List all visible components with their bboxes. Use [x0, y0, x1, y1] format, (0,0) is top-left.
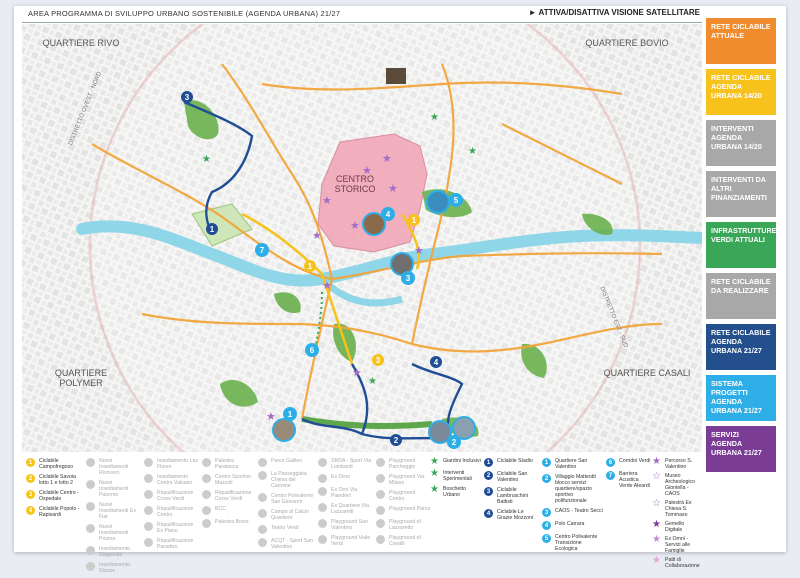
legend-item: Riqualificazione Corso Verdi	[157, 490, 194, 502]
side-legend	[706, 18, 776, 477]
svg-text:5: 5	[453, 196, 459, 205]
svg-text:★: ★	[468, 146, 477, 157]
marker-icon: 6	[606, 458, 615, 467]
svg-text:1: 1	[209, 225, 215, 234]
svg-text:★: ★	[350, 220, 360, 232]
legend-interventi-altri[interactable]: INTERVENTI DA ALTRI FINANZIAMENTI	[706, 171, 776, 217]
svg-text:1: 1	[307, 262, 313, 271]
legend-col-giardini	[430, 458, 482, 502]
legend-item: Ciclabile Lambruschini Battisti	[497, 487, 528, 505]
purple-star-icon: ☆	[652, 498, 661, 509]
legend-rete-da-realizzare[interactable]: RETE CICLABILE DA REALIZZARE	[706, 273, 776, 319]
legend-item: Insediamento Stanze	[99, 562, 131, 574]
marker-icon: 4	[542, 521, 551, 530]
green-star-icon: ★	[430, 484, 439, 495]
legend-item: Ciclabile San Valentino	[497, 471, 528, 483]
svg-text:2: 2	[451, 438, 457, 447]
legend-item: Ex Orni Via Piandieri	[331, 487, 358, 499]
green-star-icon: ★	[430, 456, 439, 467]
legend-item: Riqualificazione Ex Piano	[157, 522, 194, 534]
legend-item: Teatro Verdi	[271, 525, 299, 531]
legend-item: Ciclabile Popolo - Rapisardi	[39, 506, 80, 518]
legend-item: CAOS - Teatro Secci	[555, 508, 603, 514]
legend-item: Centro Polivalente San Giovanni	[271, 493, 314, 505]
satellite-toggle[interactable]: ► ATTIVA/DISATTIVA VISIONE SATELLITARE	[528, 8, 700, 17]
legend-item: Nuovi Insediamenti Ex Fiat	[99, 502, 136, 520]
purple-star-icon: ★	[652, 456, 661, 467]
marker-icon: 2	[484, 471, 493, 480]
legend-item: La Passeggiata Chiesa del Carmine	[271, 471, 307, 489]
legend-item: ACQT - Sport San Valentino	[271, 538, 313, 550]
map-area[interactable]	[22, 24, 702, 452]
svg-text:★: ★	[202, 154, 211, 165]
svg-text:★: ★	[312, 230, 322, 242]
purple-star-icon: ★	[652, 519, 661, 530]
marker-icon: 3	[542, 508, 551, 517]
label-quartiere-casali: QUARTIERE CASALI	[603, 368, 691, 378]
svg-text:3: 3	[375, 356, 381, 365]
marker-icon: 4	[26, 506, 35, 515]
legend-item: Interventi Sperimentali	[443, 470, 472, 482]
legend-item: Playground di Cavalli	[389, 535, 421, 547]
legend-item: Palestra Bovio	[215, 519, 249, 525]
legend-item: Ciclabile Centro - Ospedale	[39, 490, 79, 502]
legend-item: Ciclabile Savoia lotto 1 e lotto 2	[39, 474, 76, 486]
svg-text:★: ★	[322, 195, 332, 207]
svg-text:1: 1	[287, 410, 293, 419]
legend-item: Nuovi Insediamenti Palermo	[99, 480, 129, 498]
legend-item: Giardini Inclusivi	[443, 458, 481, 464]
svg-text:3: 3	[405, 274, 411, 283]
marker-icon: 1	[542, 458, 551, 467]
legend-item: Playground Via Milano	[389, 474, 425, 486]
legend-item: Insediamento Centro Valsaso	[157, 474, 193, 486]
legend-item: Museo Archeologico Giontella - CAOS	[665, 473, 695, 497]
marker-icon: 2	[26, 474, 35, 483]
legend-item: Polo Carrara	[555, 521, 585, 527]
svg-text:7: 7	[259, 246, 265, 255]
marker-icon: 1	[26, 458, 35, 467]
legend-item: Nuovi Insediamenti Prisma	[99, 524, 129, 542]
legend-item: Ex Quartiere Via Lazzaretti	[331, 503, 369, 515]
page-title: AREA PROGRAMMA DI SVILUPPO URBANO SOSTENIBILE (AGENDA URBANA) 21/27	[28, 9, 341, 18]
grey-dot-icon	[86, 562, 95, 571]
legend-item: Playground Parcheggio	[389, 458, 416, 470]
legend-item: Parco Galileo	[271, 458, 303, 464]
svg-text:2: 2	[393, 436, 399, 445]
svg-text:★: ★	[352, 367, 362, 379]
legend-item: Insediamento Las Flores	[157, 458, 198, 470]
legend-item: Nuovi Insediamenti Ricovero	[99, 458, 129, 476]
svg-text:★: ★	[266, 411, 276, 423]
legend-rete-ciclabile-2127[interactable]: RETE CICLABILE AGENDA URBANA 21/27	[706, 324, 776, 370]
svg-text:4: 4	[385, 210, 391, 219]
legend-item: Corridoi Verdi	[619, 458, 651, 464]
green-star-icon: ★	[430, 468, 439, 479]
marker-icon: 3	[26, 490, 35, 499]
legend-item: Centro Polivalente Transizione Ecologica	[555, 534, 598, 552]
svg-text:★: ★	[382, 153, 392, 165]
legend-item: Playground San Valentino	[331, 519, 368, 531]
legend-rete-ciclabile-1420[interactable]: RETE CICLABILE AGENDA URBANA 14/20	[706, 69, 776, 115]
legend-servizi-2127[interactable]: SERVIZI AGENDA URBANA 21/27	[706, 426, 776, 472]
legend-item: Playground di Lazzaretto	[389, 519, 421, 531]
legend-item: Ciclabile Stadio	[497, 458, 533, 464]
marker-icon: 2	[542, 474, 551, 483]
label-centro-storico: CENTRO STORICO	[334, 174, 376, 194]
marker-icon: 5	[542, 534, 551, 543]
legend-item: Riqualificazione Centro	[157, 506, 194, 518]
legend-item: Gemello Digitale	[665, 521, 685, 533]
purple-star-icon: ★	[652, 534, 661, 545]
marker-icon: 1	[484, 458, 493, 467]
legend-item: Ex Omni - Servizi alle Famiglie	[665, 536, 691, 554]
legend-item: Villaggio Matteotti blocco servizi quartiere/spazio sportivo polifunzionale	[555, 474, 596, 504]
legend-item: SRDA - Sport Via Lombardi	[331, 458, 371, 470]
legend-interventi-1420[interactable]: INTERVENTI AGENDA URBANA 14/20	[706, 120, 776, 166]
legend-infrastrutture-verdi[interactable]: INFRASTRUTTURE VERDI ATTUALI	[706, 222, 776, 268]
label-quartiere-polymer: QUARTIERE POLYMER	[54, 368, 108, 388]
marker-icon: 7	[606, 471, 615, 480]
svg-text:★: ★	[362, 165, 372, 177]
legend-col-progetti-2127b	[606, 458, 652, 493]
marker-icon: 3	[484, 487, 493, 496]
svg-text:4: 4	[433, 358, 439, 367]
legend-item: Ciclabile Le Grazie Mozzoni	[497, 509, 534, 521]
legend-item: Patti di Collaborazione	[665, 557, 700, 569]
legend-item: Riqualificazione Corso Verdi	[215, 490, 252, 502]
legend-sistema-progetti-2127[interactable]: SISTEMA PROGETTI AGENDA URBANA 21/27	[706, 375, 776, 421]
legend-item: Percorso S. Valentino	[665, 458, 693, 470]
legend-item: Palestrà Ex Chiesa S. Tommaso	[665, 500, 692, 518]
legend-item: Boschetto Urbano	[443, 486, 467, 498]
svg-text:1: 1	[411, 216, 417, 225]
header-bar	[22, 8, 702, 23]
marker-icon: 4	[484, 509, 493, 518]
svg-text:★: ★	[368, 376, 377, 387]
label-distretto-ovest: DISTRETTO OVEST - NORD	[68, 70, 104, 147]
pink-star-icon: ★	[652, 555, 661, 566]
label-quartiere-bovio: QUARTIERE BOVIO	[585, 38, 669, 48]
legend-col-progetti-2127	[542, 458, 604, 556]
legend-item: BCC	[215, 506, 226, 512]
label-quartiere-rivo: QUARTIERE RIVO	[42, 38, 120, 48]
label-distretto-est: DISTRETTO EST - SUD	[598, 286, 629, 349]
legend-col-servizi	[652, 458, 702, 572]
legend-item: Insediamento Diagonale	[99, 546, 131, 558]
svg-text:★: ★	[430, 112, 439, 123]
svg-text:★: ★	[414, 245, 424, 257]
legend-item: Ex Orno	[331, 474, 351, 480]
legend-col-ciclabili-2127	[484, 458, 540, 525]
legend-item: Playground Viale Verdi	[331, 535, 371, 547]
legend-item: Playground Centro	[389, 490, 416, 502]
legend-item: Playground Parco	[389, 506, 431, 512]
legend-rete-ciclabile-attuale[interactable]: RETE CICLABILE ATTUALE	[706, 18, 776, 64]
legend-item: Ciclabile Campofregoso	[39, 458, 74, 470]
legend-item: Centro Sportivo Mazzoli	[215, 474, 252, 486]
svg-text:★: ★	[388, 183, 398, 195]
legend-item: Palestra Paratasca	[215, 458, 239, 470]
legend-item: Riqualificazione Paradiso	[157, 538, 194, 550]
legend-right-block	[430, 456, 702, 569]
svg-text:3: 3	[184, 93, 190, 102]
purple-star-icon: ☆	[652, 471, 661, 482]
legend-item: Barriera Acustica Verde Aleardi	[619, 471, 650, 489]
legend-item: Campo di Calcio Quartiere	[271, 509, 310, 521]
svg-text:6: 6	[309, 346, 315, 355]
svg-text:★: ★	[322, 280, 332, 292]
legend-item: Quartiere San Valentino	[555, 458, 588, 470]
